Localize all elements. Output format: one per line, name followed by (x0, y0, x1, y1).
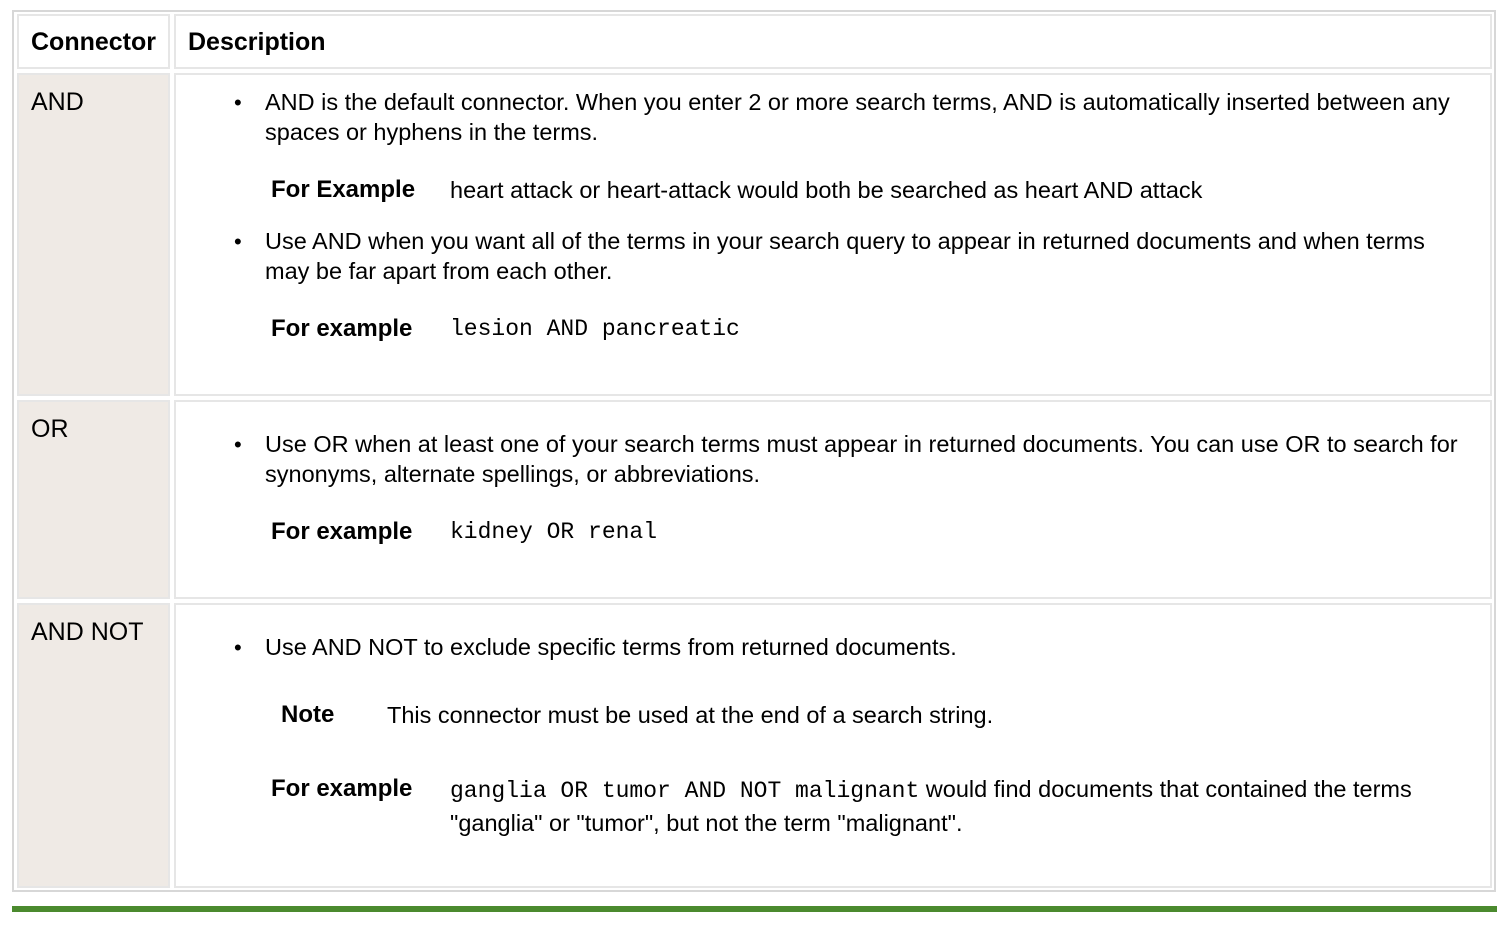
bullet-icon: • (234, 229, 242, 254)
bullet-icon: • (234, 432, 242, 457)
and-description-2: Use AND when you want all of the terms in your search query to appear in returned documents and when terms may be far apart from each other. (265, 228, 1425, 284)
and-example-1: heart attack or heart-attack would both be searched as heart AND attack (450, 177, 1203, 203)
and-not-example (450, 773, 1460, 839)
header-cell-description (174, 14, 1492, 69)
example-label: For example (271, 775, 413, 802)
and-description-1: AND is the default connector. When you enter 2 or more search terms, AND is automatically inserted between any spaces or hyphens in the terms. (265, 89, 1450, 145)
connector-and: AND (31, 88, 84, 116)
or-example-code: kidney OR renal (450, 519, 658, 545)
and-not-example-code: ganglia OR tumor AND NOT malignant (450, 778, 920, 804)
example-label: For example (271, 315, 413, 342)
footer-divider (12, 906, 1497, 912)
note-label: Note (281, 701, 335, 728)
column-header-description: Description (188, 28, 326, 56)
bullet-icon: • (234, 635, 242, 660)
connector-and-not: AND NOT (31, 618, 144, 646)
example-label: For example (271, 518, 413, 545)
connector-or: OR (31, 415, 69, 443)
example-label: For Example (271, 176, 416, 203)
and-not-example-rest: would find documents that contained the terms "ganglia" or "tumor", but not the term "malignant". (450, 776, 1412, 836)
bullet-icon: • (234, 90, 242, 115)
table-row-and-connector-cell (17, 73, 170, 396)
column-header-connector: Connector (31, 28, 156, 56)
note-text: This connector must be used at the end of a search string. (387, 702, 994, 728)
or-description: Use OR when at least one of your search terms must appear in returned documents. You can use OR to search for synonyms, alternate spellings, or abbreviations. (265, 431, 1458, 487)
and-not-description: Use AND NOT to exclude specific terms from returned documents. (265, 634, 957, 660)
and-example-code: lesion AND pancreatic (450, 316, 740, 342)
